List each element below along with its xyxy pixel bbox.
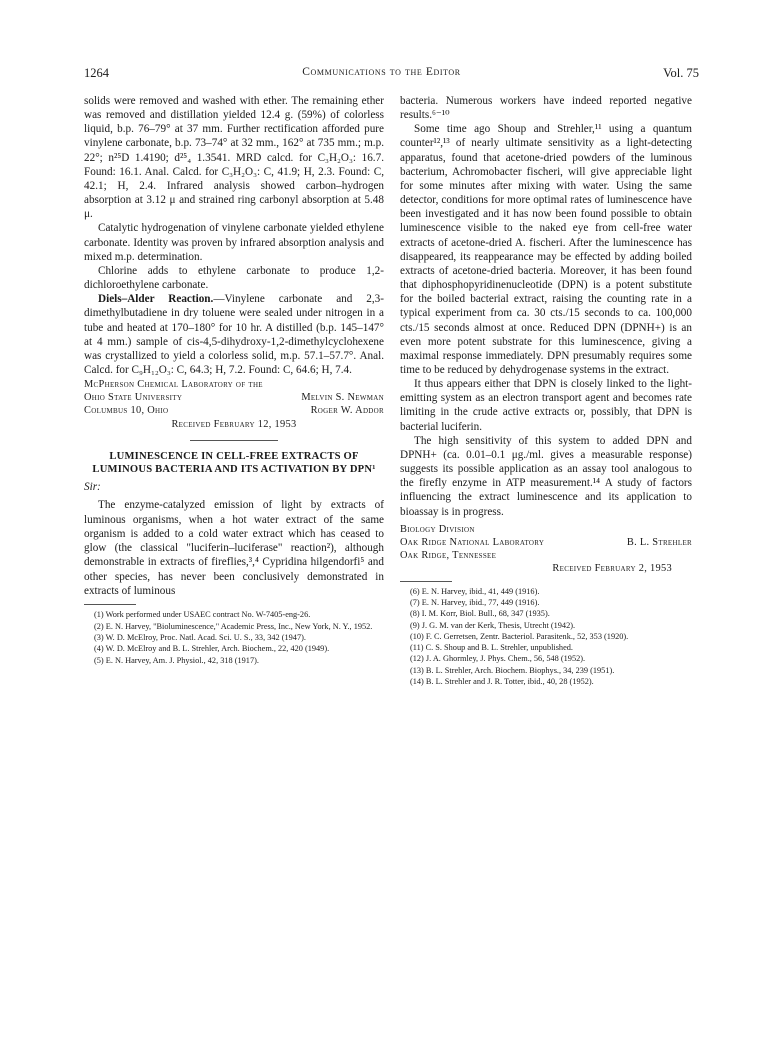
divider bbox=[190, 440, 278, 441]
author-name: B. L. Strehler bbox=[626, 536, 692, 548]
paragraph bbox=[84, 292, 384, 377]
affiliation-line: McPherson Chemical Laboratory of the bbox=[84, 379, 263, 391]
paragraph: Catalytic hydrogenation of vinylene carbonate yielded ethylene carbonate. Identity was proven by infrared absorption analysis and mixed m.p. determination. bbox=[84, 222, 384, 263]
right-column bbox=[400, 94, 692, 687]
volume-label: Vol. 75 bbox=[663, 66, 699, 80]
footnote: (7) E. N. Harvey, ibid., 77, 449 (1916). bbox=[410, 597, 540, 607]
paragraph: It thus appears either that DPN is closely linked to the light-emitting system as an electron transport agent and becomes rate limiting in the crude active extracts or, possibly, that DPN is bacterial luciferin. bbox=[400, 378, 692, 433]
footnote: (14) B. L. Strehler and J. R. Totter, ibid., 40, 28 (1952). bbox=[410, 677, 594, 687]
page-number: 1264 bbox=[84, 66, 109, 80]
left-column bbox=[84, 94, 384, 666]
footnote: (8) I. M. Korr, Biol. Bull., 68, 347 (1935). bbox=[410, 609, 550, 619]
author-name: Melvin S. Newman bbox=[301, 392, 384, 404]
received-date: Received February 2, 1953 bbox=[552, 562, 672, 574]
footnote: (6) E. N. Harvey, ibid., 41, 449 (1916). bbox=[410, 586, 540, 596]
footnote: (13) B. L. Strehler, Arch. Biochem. Biophys., 34, 239 (1951). bbox=[410, 665, 615, 675]
paragraph: Some time ago Shoup and Strehler,¹¹ using a quantum counter¹²,¹³ of nearly ultimate sensitivity as a light-detecting apparatus, found that acetone-dried powders of the luminous bacterium, Achromobacter fischeri, will give appreciable light for some minutes after mixing with water. Using the same detector, conditions for more optimal rates of luminescence have been investigated and it has now been found possible to obtain luminescence visible to the naked eye from cell-free water extracts of acetone-dried A. fischeri. After the luminescence has disappeared, its reappearance may be effected by adding boiled extracts of acetone-dried bacteria. Moreover, it has been found that diphosphopyridinenucleotide (DPN) is a potent substitute for the boiled bacterial extract, raising the counting rate in a typical experiment from ca. 30 cts./15 seconds to ca. 100,000 cts./15 seconds almost at once. Reduced DPN (DPNH+) is an even more potent substrate for this luminescence, giving a maximal response immediately. DPN presumably requires some time to be reduced by dehydrogenase systems in the extract. bbox=[400, 123, 692, 376]
footnotes bbox=[84, 609, 384, 665]
footnote: (10) F. C. Gerretsen, Zentr. Bacteriol. Parasitenk., 52, 353 (1920). bbox=[410, 631, 629, 641]
footnote: (2) E. N. Harvey, "Bioluminescence," Academic Press, Inc., New York, N. Y., 1952. bbox=[94, 621, 373, 631]
affiliation-line: Ohio State University bbox=[84, 392, 183, 404]
footnote: (5) E. N. Harvey, Am. J. Physiol., 42, 318 (1917). bbox=[94, 655, 259, 665]
footnote: (11) C. S. Shoup and B. L. Strehler, unpublished. bbox=[410, 643, 573, 653]
footnote-divider bbox=[84, 604, 136, 605]
salutation: Sir: bbox=[84, 481, 101, 494]
footnote-divider bbox=[400, 581, 452, 582]
affiliation-row bbox=[84, 391, 384, 404]
page-header bbox=[0, 66, 763, 82]
author-affiliation bbox=[84, 378, 384, 417]
affiliation-line: Oak Ridge National Laboratory bbox=[400, 536, 545, 548]
paragraph: solids were removed and washed with ether. The remaining ether was removed and distillation yielded 12.4 g. (59%) of colorless liquid, b.p. 76–79° at 37 mm. Further rectification afforded pure vinylene carbonate, b.p. 73–74° at 32 mm., 162° at 735 mm.; m.p. 22°; n²⁵D 1.4190; d²⁵₄ 1.3541. MRD calcd. for C₃H₂O₃: 16.7. Found: 16.1. Anal. Calcd. for C₃H₂O₃: C, 41.9; H, 2.3. Found: C, 42.1; H, 2.4. Infrared analysis showed carbon–hydrogen absorption at 3.12 μ and strained ring carbonyl absorption at 5.48 μ. bbox=[84, 95, 384, 221]
paragraph: Chlorine adds to ethylene carbonate to produce 1,2-dichloroethylene carbonate. bbox=[84, 264, 384, 292]
footnote: (4) W. D. McElroy and B. L. Strehler, Arch. Biochem., 22, 420 (1949). bbox=[94, 644, 330, 654]
author-name: Roger W. Addor bbox=[310, 405, 384, 417]
footnote: (3) W. D. McElroy, Proc. Natl. Acad. Sci. U. S., 33, 342 (1947). bbox=[94, 632, 306, 642]
received-date: Received February 12, 1953 bbox=[171, 419, 297, 431]
footnote: (1) Work performed under USAEC contract No. W-7405-eng-26. bbox=[94, 610, 311, 620]
footnote: (12) J. A. Ghormley, J. Phys. Chem., 56, 548 (1952). bbox=[410, 654, 586, 664]
paragraph-text: —Vinylene carbonate and 2,3-dimethylbutadiene in dry toluene were sealed under nitrogen in a tube and heated at 170–180° for 10 hr. A distilled (b.p. 145–147° at 4 mm.) sample of cis-4,5-dihydroxy-1,2-dimethylcyclohexene was crystallized to yield a colorless solid, m.p. 57.1–57.7°. Anal. Calcd. for C₉H₁₂O₃: C, 64.3; H, 7.2. Found: C, 64.6; H, 7.4. bbox=[84, 293, 384, 376]
affiliation-line: Biology Division bbox=[400, 523, 475, 535]
affiliation-row bbox=[84, 404, 384, 417]
section-heading: Diels–Alder Reaction. bbox=[98, 293, 214, 306]
paragraph: bacteria. Numerous workers have indeed reported negative results.⁶⁻¹⁰ bbox=[400, 95, 692, 122]
footnotes bbox=[400, 586, 692, 688]
paragraph: The enzyme-catalyzed emission of light by extracts of luminous organisms, when a hot water extract of the same organism is added to a cold water extract which has ceased to glow (the classical "luciferin–luciferase" reaction²), although demonstrable in extracts of fireflies,³,⁴ Cypridina hilgendorfi⁵ and other species, has never been conclusively demonstrated in extracts of luminous bbox=[84, 499, 384, 598]
author-affiliation bbox=[400, 523, 692, 575]
paragraph: The high sensitivity of this system to added DPN and DPNH+ (ca. 0.01–0.1 μg./ml. gives a measurable response) suggests its possible application as an assay tool analogous to the firefly enzyme in ATP measurement.¹⁴ A study of factors influencing the extract luminescence and its application to bioassay is in progress. bbox=[400, 434, 692, 518]
affiliation-row bbox=[400, 536, 692, 549]
running-title: Communications to the Editor bbox=[302, 66, 461, 78]
article-title: LUMINESCENCE IN CELL-FREE EXTRACTS OF LUMINOUS BACTERIA AND ITS ACTIVATION BY DPN¹ bbox=[92, 451, 376, 475]
affiliation-line: Oak Ridge, Tennessee bbox=[400, 549, 497, 561]
footnote: (9) J. G. M. van der Kerk, Thesis, Utrecht (1942). bbox=[410, 620, 576, 630]
affiliation-line: Columbus 10, Ohio bbox=[84, 405, 169, 417]
